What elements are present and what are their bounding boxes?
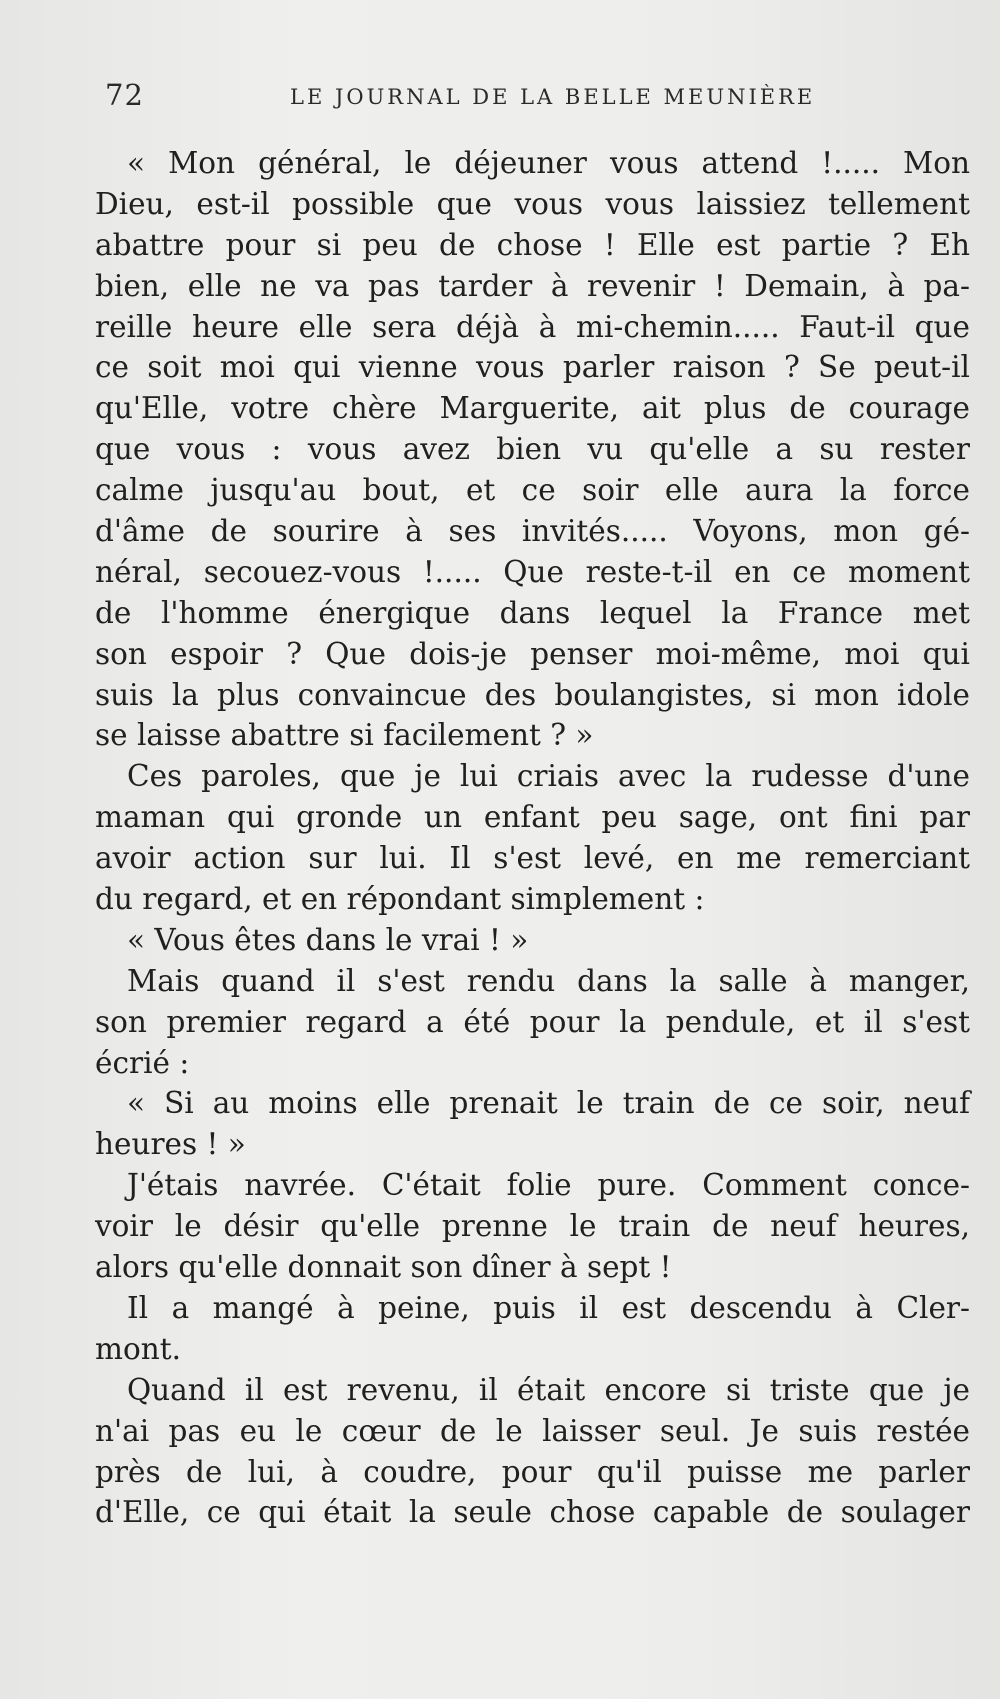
text-line: son premier regard a été pour la pendule, et il s'est: [95, 1004, 970, 1039]
text-line: son espoir ? Que dois-je penser moi-même, moi qui: [95, 636, 970, 671]
text-line: que vous : vous avez bien vu qu'elle a su rester: [95, 432, 970, 467]
text-line: se laisse abattre si facilement ? »: [95, 718, 594, 753]
text-line: suis la plus convaincue des boulangistes, si mon idole: [95, 677, 970, 712]
text-line: de l'homme énergique dans lequel la France met: [95, 595, 970, 630]
text-line: d'Elle, ce qui était la seule chose capable de soulager: [95, 1495, 970, 1530]
text-line: voir le désir qu'elle prenne le train de neuf heures,: [95, 1209, 970, 1244]
body-text: [95, 143, 970, 1533]
text-line: Mais quand il s'est rendu dans la salle à manger,: [127, 963, 970, 998]
text-line: néral, secouez-vous !..... Que reste-t-il en ce moment: [95, 554, 970, 589]
text-line: heures ! »: [95, 1127, 246, 1162]
text-line: « Si au moins elle prenait le train de ce soir, neuf: [127, 1086, 970, 1121]
page-number: 72: [105, 78, 144, 112]
text-line: J'étais navrée. C'était folie pure. Comment conce-: [127, 1168, 970, 1203]
text-line: avoir action sur lui. Il s'est levé, en me remerciant: [95, 841, 970, 876]
text-line: alors qu'elle donnait son dîner à sept !: [95, 1250, 672, 1285]
text-line: Ces paroles, que je lui criais avec la rudesse d'une: [127, 759, 970, 794]
text-line: Quand il est revenu, il était encore si triste que je: [127, 1372, 970, 1407]
text-line: abattre pour si peu de chose ! Elle est partie ? Eh: [95, 227, 970, 262]
running-title: LE JOURNAL DE LA BELLE MEUNIÈRE: [290, 85, 816, 109]
text-line: « Mon général, le déjeuner vous attend !..... Mon: [127, 146, 970, 180]
text-line: ce soit moi qui vienne vous parler raison ? Se peut-il: [95, 350, 970, 385]
text-line: écrié :: [95, 1045, 190, 1080]
text-line: qu'Elle, votre chère Marguerite, ait plus de courage: [95, 391, 970, 426]
text-line: près de lui, à coudre, pour qu'il puisse me parler: [95, 1454, 970, 1489]
text-line: Il a mangé à peine, puis il est descendu à Cler-: [127, 1290, 970, 1325]
text-line: calme jusqu'au bout, et ce soir elle aura la force: [95, 473, 970, 508]
text-line: mont.: [95, 1331, 181, 1366]
page-header: [105, 78, 895, 114]
text-line: bien, elle ne va pas tarder à revenir ! Demain, à pa-: [95, 268, 970, 303]
text-line: n'ai pas eu le cœur de le laisser seul. Je suis restée: [95, 1413, 970, 1448]
text-line: maman qui gronde un enfant peu sage, ont fini par: [95, 800, 970, 835]
text-line: d'âme de sourire à ses invités..... Voyons, mon gé-: [95, 514, 970, 549]
text-line: du regard, et en répondant simplement :: [95, 882, 705, 917]
text-line: reille heure elle sera déjà à mi-chemin..... Faut-il que: [95, 309, 970, 344]
text-line: « Vous êtes dans le vrai ! »: [127, 922, 529, 957]
text-line: Dieu, est-il possible que vous vous laissiez tellement: [95, 186, 970, 221]
